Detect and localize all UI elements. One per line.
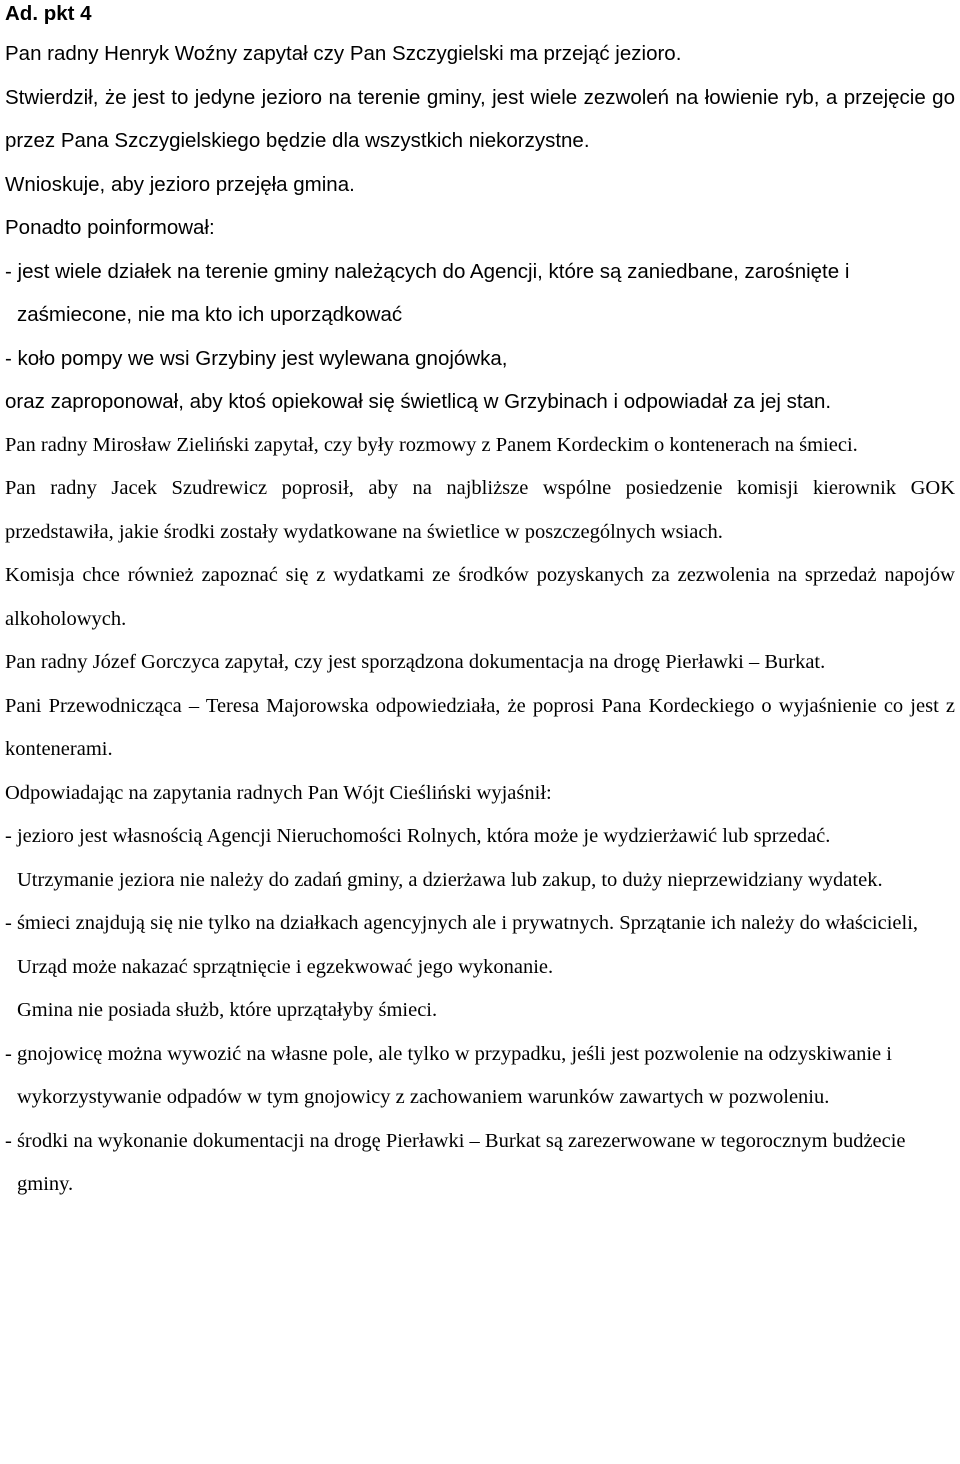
paragraph-containers-question: Pan radny Mirosław Zieliński zapytał, czy były rozmowy z Panem Kordeckim o kontenerach na śmieci. bbox=[5, 433, 858, 456]
paragraph-lake-request: Wnioskuje, aby jezioro przejęła gmina. bbox=[5, 172, 355, 196]
paragraph-road-question: Pan radny Józef Gorczyca zapytał, czy jest sporządzona dokumentacja na drogę Pierławki – Burkat. bbox=[5, 651, 826, 673]
paragraph-gok-request: Pan radny Jacek Szudrewicz poprosił, aby na najbliższe wspólne posiedzenie komisji kierownik GOK przedstawiła, jakie środki zostały wydatkowane na świetlice w poszczególnych wsiach. bbox=[5, 477, 955, 543]
paragraph-chairwoman-answer: Pani Przewodnicząca – Teresa Majorowska odpowiedziała, że poprosi Pana Kordeckiego o wyjaśnienie co jest z kontenerami. bbox=[5, 694, 955, 760]
document-page bbox=[5, 0, 955, 1207]
paragraph-informed: Ponadto poinformował: bbox=[5, 216, 215, 239]
paragraph-question-lake: Pan radny Henryk Woźny zapytał czy Pan Szczygielski ma przejąć jezioro. bbox=[5, 42, 682, 65]
list-item-lake-upkeep: Utrzymanie jeziora nie należy do zadań gminy, a dzierżawa lub zakup, to duży nieprzewidziany wydatek. bbox=[17, 868, 883, 891]
paragraph-mayor-explained: Odpowiadając na zapytania radnych Pan Wójt Cieśliński wyjaśnił: bbox=[5, 781, 552, 804]
paragraph-lake-statement: Stwierdził, że jest to jedyne jezioro na terenie gminy, jest wiele zezwoleń na łowienie ryb, a przejęcie go przez Pana Szczygielskiego będzie dla wszystkich niekorzystne. bbox=[5, 85, 955, 152]
list-item-pump: - koło pompy we wsi Grzybiny jest wylewana gnojówka, bbox=[5, 346, 508, 370]
list-item-plots: - jest wiele działek na terenie gminy należących do Agencji, które są zaniedbane, zarośnięte i zaśmiecone, nie ma kto ich uporządkować bbox=[5, 259, 850, 326]
list-item-road-funds: - środki na wykonanie dokumentacji na drogę Pierławki – Burkat są zarezerwowane w tegorocznym budżecie gminy. bbox=[5, 1129, 906, 1195]
section-heading: Ad. pkt 4 bbox=[5, 2, 92, 25]
list-item-garbage-services: Gmina nie posiada służb, które uprzątałyby śmieci. bbox=[17, 999, 438, 1021]
list-item-lake-ownership: - jezioro jest własnością Agencji Nieruchomości Rolnych, która może je wydzierżawić lub sprzedać. bbox=[5, 825, 831, 847]
paragraph-alcohol-funds: Komisja chce również zapoznać się z wydatkami ze środków pozyskanych za zezwolenia na sprzedaż napojów alkoholowych. bbox=[5, 564, 955, 630]
list-item-slurry: - gnojowicę można wywozić na własne pole, ale tylko w przypadku, jeśli jest pozwolenie na odzyskiwanie i wykorzystywanie odpadów w tym gnojowicy z zachowaniem warunków zawartych w pozwoleniu. bbox=[5, 1042, 892, 1108]
list-item-garbage: - śmieci znajdują się nie tylko na działkach agencyjnych ale i prywatnych. Sprzątanie ich należy do właścicieli, Urząd może nakazać sprzątnięcie i egzekwować jego wykonanie. bbox=[5, 912, 919, 978]
paragraph-community-hall: oraz zaproponował, aby ktoś opiekował się świetlicą w Grzybinach i odpowiadał za jej stan. bbox=[5, 390, 832, 413]
